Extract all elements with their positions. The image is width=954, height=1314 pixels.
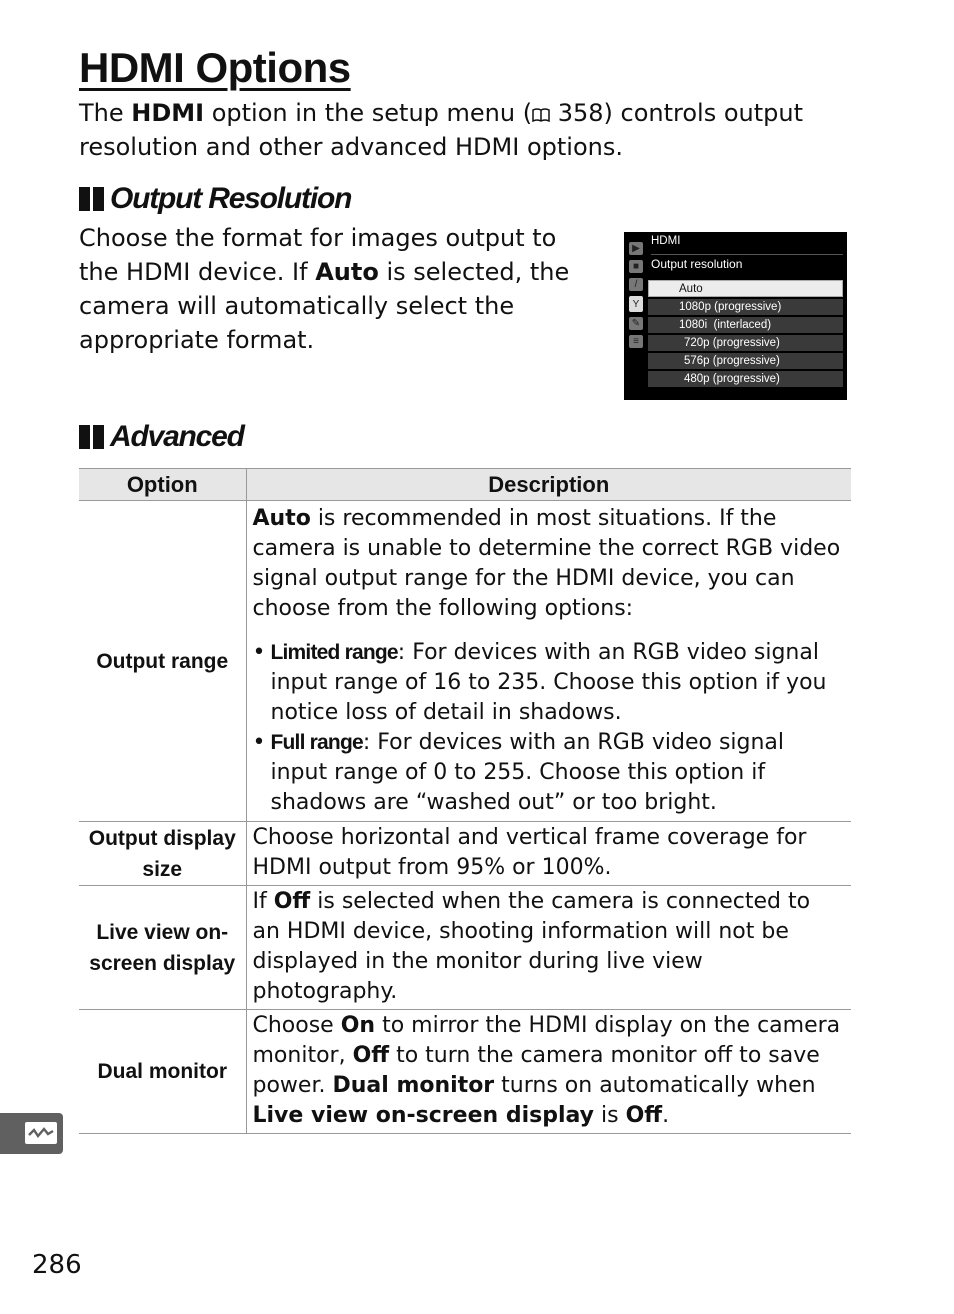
camera-icon: ■ bbox=[629, 260, 643, 273]
table-row bbox=[79, 1010, 851, 1134]
playback-icon: ▶ bbox=[629, 242, 643, 255]
camera-option-1080i: 1080i (interlaced) bbox=[648, 317, 843, 333]
list-item: • Limited range: For devices with an RGB video signal input range of 16 to 235. Choose this option if you notice loss of detail in shadows. bbox=[253, 638, 844, 728]
option-description: Choose horizontal and vertical frame coverage for HDMI output from 95% or 100%. bbox=[246, 822, 851, 886]
camera-option-576p: 576p (progressive) bbox=[648, 353, 843, 369]
option-name: Dual monitor bbox=[79, 1010, 246, 1134]
camera-option-720p: 720p (progressive) bbox=[648, 335, 843, 351]
pencil-icon: / bbox=[629, 278, 643, 291]
setup-menu-icon bbox=[25, 1122, 57, 1144]
wrench-icon: Y bbox=[629, 296, 643, 312]
table-row bbox=[79, 886, 851, 1010]
camera-menu-subtitle: Output resolution bbox=[651, 254, 843, 275]
page-number: 286 bbox=[32, 1250, 82, 1280]
table-row bbox=[79, 822, 851, 886]
section-marker-icon bbox=[79, 187, 104, 211]
option-description: Choose On to mirror the HDMI display on the camera monitor, Off to turn the camera monitor off to save power. Dual monitor turns on automatically when Live view on-screen display is Off. bbox=[246, 1010, 851, 1134]
list-item: • Full range: For devices with an RGB video signal input range of 0 to 255. Choose this option if shadows are “washed out” or too bright. bbox=[253, 728, 844, 818]
recent-settings-icon: ≡ bbox=[629, 335, 643, 348]
setup-section-tab bbox=[0, 1113, 63, 1154]
column-header-option: Option bbox=[79, 469, 246, 501]
retouch-icon: ✎ bbox=[629, 317, 643, 330]
option-description: Auto is recommended in most situations. If the camera is unable to determine the correct RGB video signal output range for the HDMI device, you can choose from the following options: • Limited range: For devices with an RGB video signal input range of 16 to 235. Choose this option if you notice loss of detail in shadows. • Full range: For devices with an RGB video signal input range of 0 to 255. Choose this option if shadows are “washed out” or too bright. bbox=[246, 501, 851, 822]
output-resolution-text: Choose the format for images output to the HDMI device. If Auto is selected, the camera will automatically select the appropriate format. bbox=[79, 224, 570, 354]
option-description: If Off is selected when the camera is connected to an HDMI device, shooting information will not be displayed in the monitor during live view photography. bbox=[246, 886, 851, 1010]
advanced-heading: Advanced bbox=[79, 419, 244, 455]
camera-menu-screenshot bbox=[624, 232, 847, 400]
option-name: Output display size bbox=[79, 822, 246, 886]
intro-paragraph: The HDMI option in the setup menu ( 358) controls output resolution and other advanced HDMI options. bbox=[79, 99, 803, 161]
camera-option-1080p: 1080p (progressive) bbox=[648, 299, 843, 315]
table-header-row bbox=[79, 469, 851, 501]
camera-menu-sidebar bbox=[626, 242, 646, 353]
camera-option-480p: 480p (progressive) bbox=[648, 371, 843, 387]
camera-menu-title: HDMI bbox=[651, 235, 681, 247]
advanced-options-table bbox=[79, 468, 851, 1134]
option-name: Output range bbox=[79, 501, 246, 822]
page-title: HDMI Options bbox=[79, 44, 351, 91]
camera-option-list bbox=[648, 280, 843, 389]
book-icon bbox=[532, 99, 550, 127]
section-marker-icon bbox=[79, 425, 104, 449]
output-resolution-heading: Output Resolution bbox=[79, 181, 351, 217]
table-row bbox=[79, 501, 851, 822]
option-name: Live view on-screen display bbox=[79, 886, 246, 1010]
column-header-description: Description bbox=[246, 469, 851, 501]
camera-option-auto: Auto bbox=[648, 280, 843, 297]
